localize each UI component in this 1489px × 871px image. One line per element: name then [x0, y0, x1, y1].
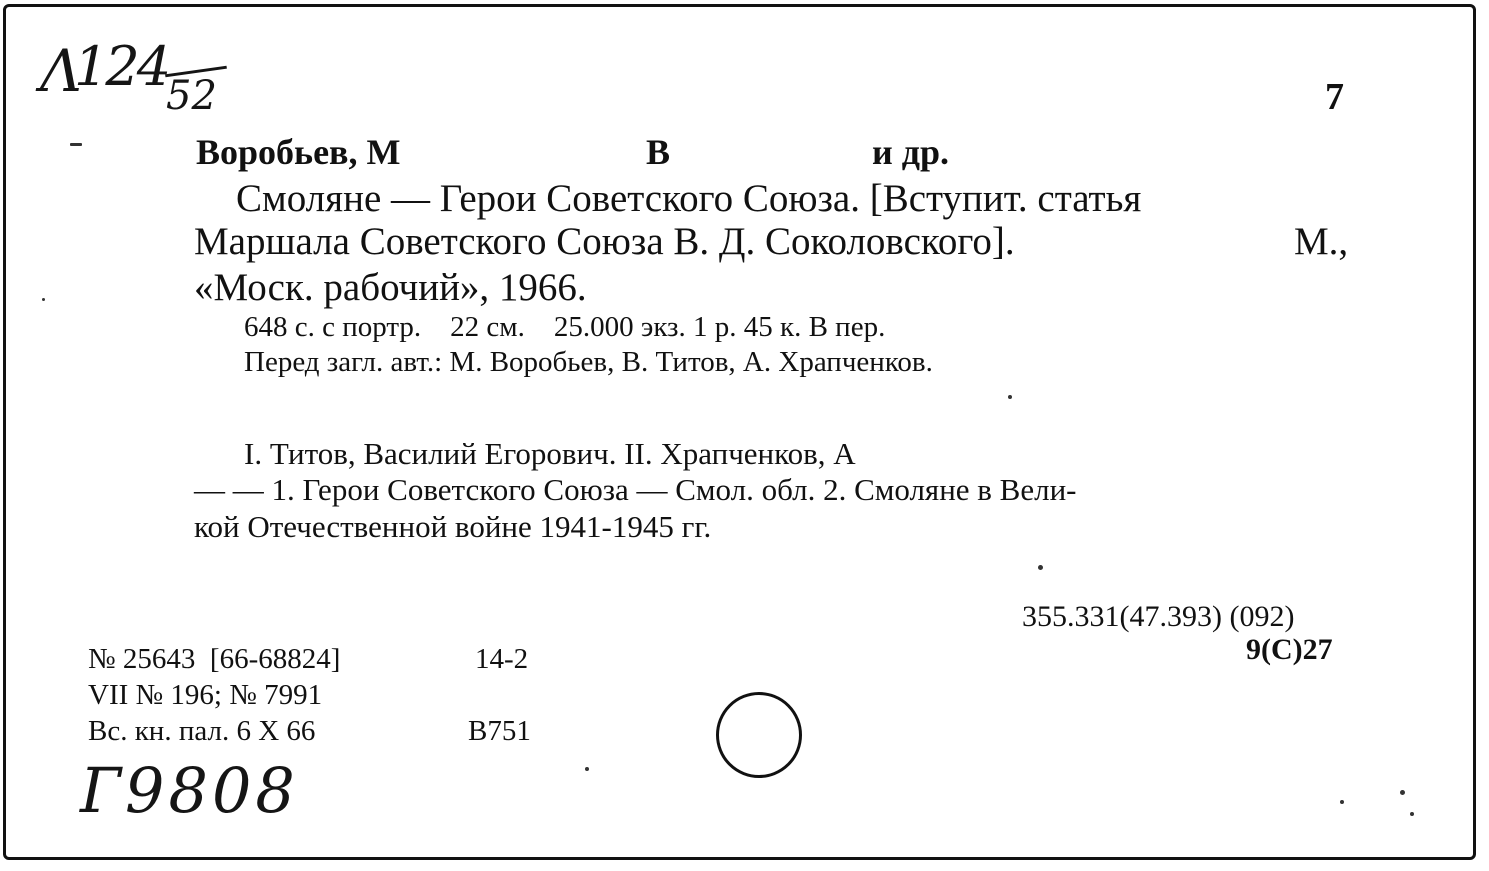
title-line-2: Маршала Советского Союза В. Д. Соколовского].	[194, 220, 1015, 263]
scan-speck	[1400, 790, 1405, 795]
imprint-line-2: VII № 196; № 7991	[88, 679, 323, 711]
scan-speck	[1038, 565, 1043, 570]
imprint-code-right: 14-2	[475, 643, 529, 675]
tracings-line-3: кой Отечественной войне 1941-1945 гг.	[194, 509, 712, 544]
shelf-mark-fraction: 52	[166, 73, 217, 119]
tracings-line-1: I. Титов, Василий Егорович. II. Храпченков, А	[244, 436, 856, 471]
title-line-3: «Моск. рабочий», 1966.	[194, 266, 587, 309]
udc-code: 355.331(47.393) (092)	[1022, 600, 1295, 633]
accession-number: Г9808	[80, 754, 299, 827]
punch-hole-circle	[716, 692, 802, 778]
bbk-code: 9(С)27	[1246, 633, 1333, 666]
heading-initial: В	[646, 132, 671, 172]
scan-speck	[585, 767, 589, 771]
shelf-mark-main: 124	[74, 35, 169, 98]
card-number: 7	[1325, 76, 1344, 118]
heading-and-others: и др.	[872, 132, 949, 172]
scan-speck	[1410, 812, 1414, 816]
heading-author: Воробьев, М	[196, 132, 401, 172]
imprint-number: № 25643 [66-68824]	[88, 643, 341, 675]
tracings-line-2: — — 1. Герои Советского Союза — Смол. обл. 2. Смоляне в Вели-	[194, 472, 1077, 507]
scan-speck	[1008, 395, 1012, 399]
title-line-2-place: М.,	[1294, 220, 1349, 263]
scan-speck	[70, 143, 82, 146]
imprint-line-3: Вс. кн. пал. 6 X 66	[88, 715, 316, 747]
collation-line-2: Перед загл. авт.: М. Воробьев, В. Титов, А. Храпченков.	[244, 346, 933, 378]
scan-speck	[1340, 800, 1344, 804]
imprint-line-3-code: В751	[468, 715, 531, 747]
shelf-mark-prefix: Λ	[40, 37, 82, 105]
scan-speck	[42, 298, 45, 301]
title-line-1: Смоляне — Герои Советского Союза. [Вступит. статья	[236, 177, 1142, 220]
collation-line-1: 648 с. с портр. 22 см. 25.000 экз. 1 р. 45 к. В пер.	[244, 311, 886, 343]
